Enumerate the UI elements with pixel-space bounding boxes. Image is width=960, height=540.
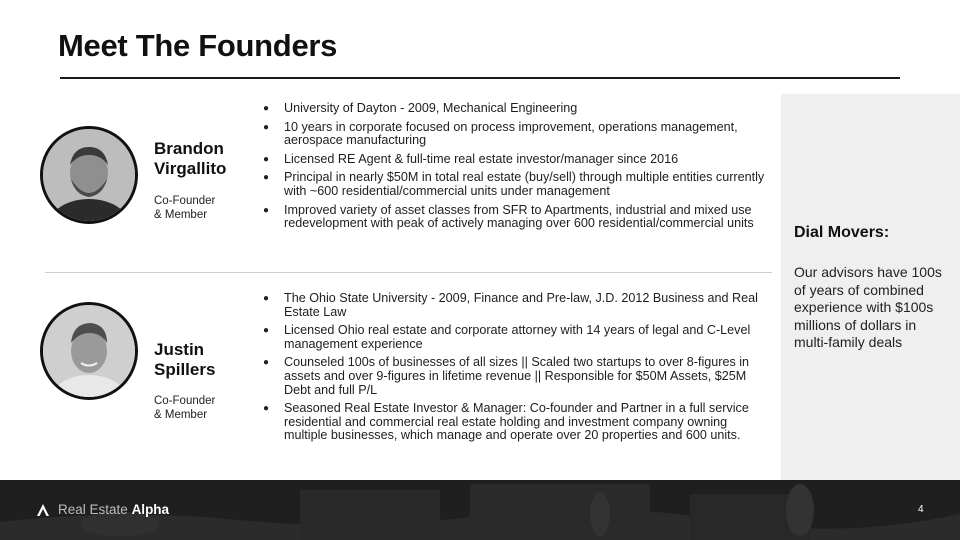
brand-name-bold: Alpha <box>131 502 170 517</box>
bullet-item: ● Principal in nearly $50M in total real estate (buy/sell) through multiple entities currently with ~600 residential/commercial units under management <box>262 171 772 198</box>
bullet-item: ● Counseled 100s of businesses of all sizes || Scaled two startups to over 8-figures in assets and over 9-figures in lifetime revenue || Responsible for $50M Assets, $25M Debt and full P/L <box>262 356 772 397</box>
role-line: & Member <box>154 409 208 421</box>
founder-photo-brandon <box>40 126 138 224</box>
sidebar-heading: Dial Movers: <box>794 224 890 241</box>
brand-logo-icon <box>36 503 50 517</box>
role-line: Co-Founder <box>154 395 216 407</box>
bullet-item: ● Seasoned Real Estate Investor & Manager: Co-founder and Partner in a full service residential and commercial real estate holding and investment company owning multiple businesses, which manage and operate over 20 properties and 600 units. <box>262 402 772 443</box>
bullet-item: ● Improved variety of asset classes from SFR to Apartments, industrial and mixed use redevelopment with peak of actively managing over 600 residential/commercial units <box>262 204 772 231</box>
bullet-item: ● Licensed Ohio real estate and corporate attorney with 14 years of legal and C-Level management experience <box>262 324 772 351</box>
founder-bullets-brandon <box>262 102 772 236</box>
section-divider <box>45 272 772 273</box>
founder-last-name: Spillers <box>154 360 216 379</box>
page-number: 4 <box>918 504 924 515</box>
founder-role-brandon <box>154 194 215 222</box>
founder-first-name: Brandon <box>154 139 224 158</box>
brand-logo-text <box>58 502 169 517</box>
title-underline <box>60 77 900 79</box>
role-line: Co-Founder <box>154 195 216 207</box>
bullet-item: ● 10 years in corporate focused on process improvement, operations management, aerospace manufacturing <box>262 121 772 148</box>
founder-name-justin <box>154 340 215 380</box>
sidebar-body: Our advisors have 100s of years of combined experience with $100s millions of dollars in multi-family deals <box>794 264 942 351</box>
page-title: Meet The Founders <box>58 28 338 63</box>
bullet-item: ● Licensed RE Agent & full-time real estate investor/manager since 2016 <box>262 153 772 167</box>
founder-role-justin <box>154 394 215 422</box>
founder-photo-justin <box>40 302 138 400</box>
founder-first-name: Justin <box>154 340 205 359</box>
founder-last-name: Virgallito <box>154 159 227 178</box>
bullet-item: ● The Ohio State University - 2009, Finance and Pre-law, J.D. 2012 Business and Real Estate Law <box>262 292 772 319</box>
role-line: & Member <box>154 209 208 221</box>
bullet-item: ● University of Dayton - 2009, Mechanical Engineering <box>262 102 772 116</box>
founder-bullets-justin <box>262 292 772 448</box>
founder-name-brandon <box>154 139 226 179</box>
brand-name-light: Real Estate <box>58 502 128 517</box>
